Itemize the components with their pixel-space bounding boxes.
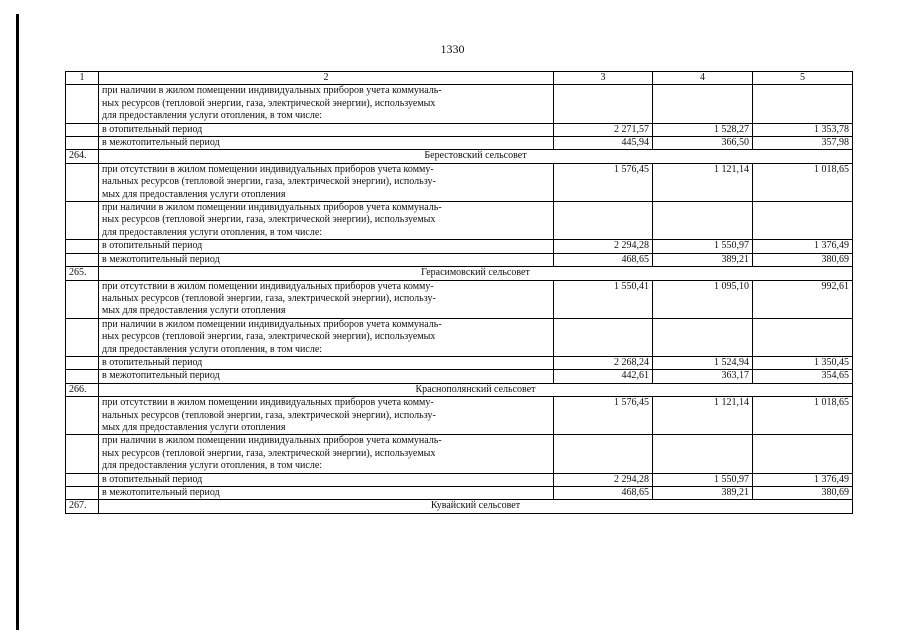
row-index: 267. [66, 500, 99, 513]
row-index [66, 240, 99, 253]
row-description: в отопительный период [99, 123, 554, 136]
row-description [99, 280, 554, 318]
row-description [99, 435, 554, 473]
value-col-3: 2 294,28 [554, 240, 653, 253]
value-col-5: 992,61 [753, 280, 853, 318]
description-line: для предоставления услуги отопления, в том числе: [102, 460, 323, 472]
row-index [66, 123, 99, 136]
value-col-3 [554, 435, 653, 473]
value-col-3: 2 268,24 [554, 356, 653, 369]
value-col-5: 1 018,65 [753, 397, 853, 435]
value-col-5: 354,65 [753, 370, 853, 383]
row-index [66, 137, 99, 150]
section-row [66, 150, 853, 163]
value-col-5: 380,69 [753, 253, 853, 266]
description-line: мых для предоставления услуги отопления [102, 305, 286, 317]
row-description: в межотопительный период [99, 487, 554, 500]
section-row [66, 383, 853, 396]
value-col-5: 1 018,65 [753, 163, 853, 201]
row-description: в отопительный период [99, 473, 554, 486]
table-row [66, 435, 853, 473]
row-index [66, 370, 99, 383]
column-header-5: 5 [753, 72, 853, 85]
column-header-2: 2 [99, 72, 554, 85]
table-row [66, 85, 853, 123]
value-col-5 [753, 435, 853, 473]
row-index: 265. [66, 267, 99, 280]
value-col-3: 1 550,41 [554, 280, 653, 318]
value-col-5 [753, 318, 853, 356]
value-col-3: 2 294,28 [554, 473, 653, 486]
row-index [66, 280, 99, 318]
row-description: в отопительный период [99, 240, 554, 253]
row-index: 266. [66, 383, 99, 396]
row-index [66, 397, 99, 435]
table-row [66, 240, 853, 253]
value-col-4 [653, 202, 753, 240]
row-index [66, 202, 99, 240]
binding-edge-line [16, 14, 19, 630]
row-index [66, 253, 99, 266]
value-col-5: 380,69 [753, 487, 853, 500]
value-col-4 [653, 318, 753, 356]
description-line: нальных ресурсов (тепловой энергии, газа, электрической энергии), использу- [102, 292, 436, 304]
table-row [66, 473, 853, 486]
description-line: ных ресурсов (тепловой энергии, газа, электрической энергии), используемых [102, 331, 436, 343]
value-col-5: 1 350,45 [753, 356, 853, 369]
section-title: Герасимовский сельсовет [99, 267, 853, 280]
description-line: при наличии в жилом помещении индивидуальных приборов учета коммуналь- [102, 435, 442, 447]
value-col-5: 1 376,49 [753, 473, 853, 486]
value-col-3: 468,65 [554, 253, 653, 266]
table-row [66, 123, 853, 136]
table-row [66, 202, 853, 240]
section-row [66, 267, 853, 280]
value-col-5 [753, 202, 853, 240]
row-index [66, 85, 99, 123]
value-col-4: 363,17 [653, 370, 753, 383]
value-col-4: 1 095,10 [653, 280, 753, 318]
description-line: при отсутствии в жилом помещении индивидуальных приборов учета комму- [102, 280, 434, 292]
row-index: 264. [66, 150, 99, 163]
description-line: мых для предоставления услуги отопления [102, 188, 286, 200]
row-index [66, 473, 99, 486]
value-col-4: 1 121,14 [653, 397, 753, 435]
value-col-5: 1 353,78 [753, 123, 853, 136]
description-line: для предоставления услуги отопления, в том числе: [102, 343, 323, 355]
description-line: ных ресурсов (тепловой энергии, газа, электрической энергии), используемых [102, 214, 436, 226]
value-col-3: 445,94 [554, 137, 653, 150]
value-col-5: 357,98 [753, 137, 853, 150]
table-row [66, 253, 853, 266]
table-row [66, 370, 853, 383]
value-col-4: 366,50 [653, 137, 753, 150]
table-row [66, 280, 853, 318]
row-description: в межотопительный период [99, 370, 554, 383]
section-title: Краснополянский сельсовет [99, 383, 853, 396]
row-description [99, 318, 554, 356]
section-title: Берестовский сельсовет [99, 150, 853, 163]
column-header-3: 3 [554, 72, 653, 85]
value-col-4: 1 550,97 [653, 240, 753, 253]
table-row [66, 397, 853, 435]
value-col-3: 468,65 [554, 487, 653, 500]
description-line: ных ресурсов (тепловой энергии, газа, электрической энергии), используемых [102, 447, 436, 459]
value-col-4 [653, 435, 753, 473]
value-col-4: 1 528,27 [653, 123, 753, 136]
row-index [66, 487, 99, 500]
row-description [99, 202, 554, 240]
row-index [66, 356, 99, 369]
description-line: ных ресурсов (тепловой энергии, газа, электрической энергии), используемых [102, 97, 436, 109]
column-header-row [66, 72, 853, 85]
value-col-3: 442,61 [554, 370, 653, 383]
table-row [66, 318, 853, 356]
value-col-4: 1 550,97 [653, 473, 753, 486]
description-line: нальных ресурсов (тепловой энергии, газа, электрической энергии), использу- [102, 176, 436, 188]
table-row [66, 137, 853, 150]
table-row [66, 163, 853, 201]
description-line: нальных ресурсов (тепловой энергии, газа, электрической энергии), использу- [102, 409, 436, 421]
row-description [99, 397, 554, 435]
row-index [66, 163, 99, 201]
column-header-1: 1 [66, 72, 99, 85]
description-line: при наличии в жилом помещении индивидуальных приборов учета коммуналь- [102, 318, 442, 330]
value-col-4: 1 121,14 [653, 163, 753, 201]
row-description: в отопительный период [99, 356, 554, 369]
description-line: для предоставления услуги отопления, в том числе: [102, 226, 323, 238]
row-description: в межотопительный период [99, 253, 554, 266]
value-col-3 [554, 202, 653, 240]
row-index [66, 435, 99, 473]
value-col-3: 1 576,45 [554, 163, 653, 201]
tariff-table [65, 71, 853, 514]
value-col-3: 1 576,45 [554, 397, 653, 435]
row-description [99, 85, 554, 123]
description-line: при наличии в жилом помещении индивидуальных приборов учета коммуналь- [102, 202, 442, 214]
table-row [66, 487, 853, 500]
row-description [99, 163, 554, 201]
page-number: 1330 [440, 42, 465, 56]
value-col-4 [653, 85, 753, 123]
section-row [66, 500, 853, 513]
column-header-4: 4 [653, 72, 753, 85]
row-index [66, 318, 99, 356]
value-col-3: 2 271,57 [554, 123, 653, 136]
value-col-5: 1 376,49 [753, 240, 853, 253]
description-line: при наличии в жилом помещении индивидуальных приборов учета коммуналь- [102, 85, 442, 97]
table-row [66, 356, 853, 369]
description-line: для предоставления услуги отопления, в том числе: [102, 110, 323, 122]
section-title: Кувайский сельсовет [99, 500, 853, 513]
tariff-table-body [66, 72, 853, 514]
value-col-4: 389,21 [653, 253, 753, 266]
row-description: в межотопительный период [99, 137, 554, 150]
description-line: при отсутствии в жилом помещении индивидуальных приборов учета комму- [102, 163, 434, 175]
description-line: мых для предоставления услуги отопления [102, 421, 286, 433]
value-col-4: 389,21 [653, 487, 753, 500]
value-col-3 [554, 318, 653, 356]
value-col-3 [554, 85, 653, 123]
value-col-5 [753, 85, 853, 123]
value-col-4: 1 524,94 [653, 356, 753, 369]
description-line: при отсутствии в жилом помещении индивидуальных приборов учета комму- [102, 397, 434, 409]
